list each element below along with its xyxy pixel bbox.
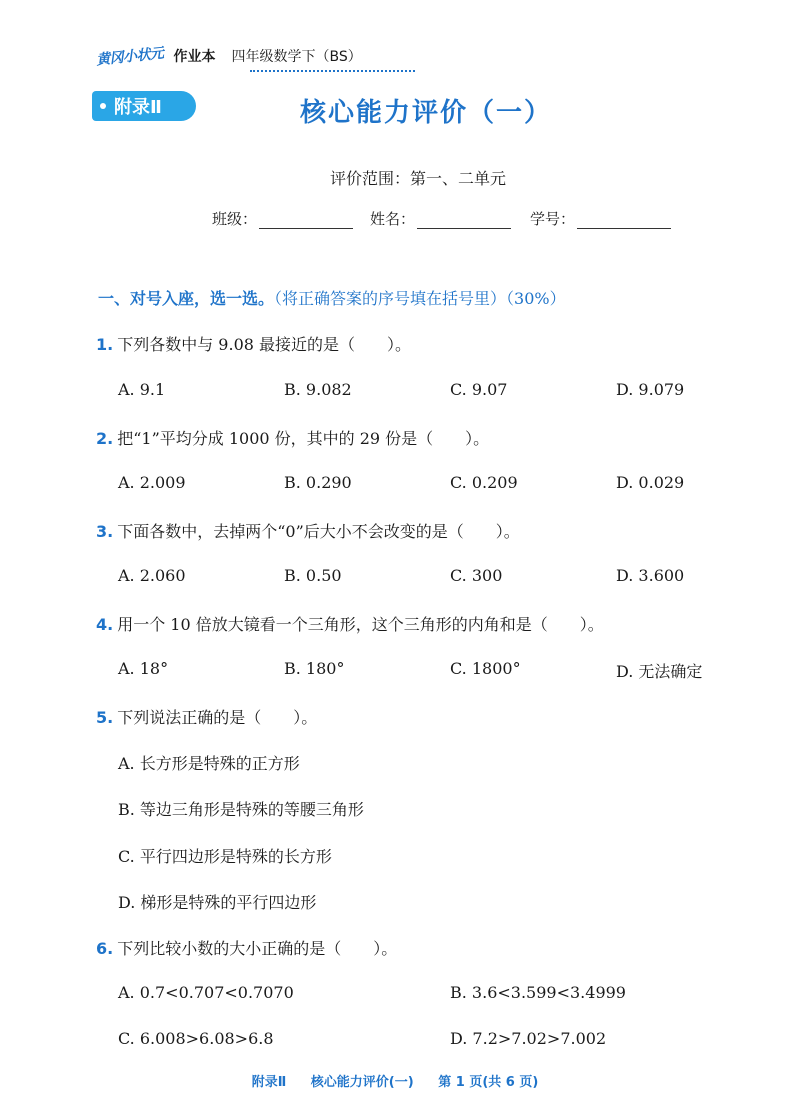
q4-option-a: A. 18° — [118, 659, 169, 678]
question-number: 2. — [96, 429, 114, 448]
q6-option-d: D. 7.2>7.02>7.002 — [450, 1029, 607, 1048]
q6-option-a: A. 0.7<0.707<0.7070 — [118, 983, 294, 1002]
appendix-badge — [92, 91, 196, 121]
appendix-badge-label: 附录Ⅱ — [114, 97, 162, 118]
evaluation-scope: 评价范围：第一、二单元 — [330, 169, 507, 188]
q6-option-b: B. 3.6<3.599<3.4999 — [450, 983, 626, 1002]
footer-appendix: 附录Ⅱ — [251, 1075, 287, 1090]
q1-option-b: B. 9.082 — [284, 380, 352, 399]
student-id-blank[interactable] — [577, 212, 671, 229]
question-6 — [96, 936, 397, 959]
question-number: 6. — [96, 939, 114, 958]
q5-option-c: C. 平行四边形是特殊的长方形 — [118, 847, 332, 866]
question-5 — [96, 705, 317, 728]
q2-option-d: D. 0.029 — [616, 473, 685, 492]
section-title: 一、对号入座，选一选。 — [98, 289, 275, 308]
question-number: 5. — [96, 708, 114, 727]
question-number: 4. — [96, 615, 114, 634]
question-text: 用一个 10 倍放大镜看一个三角形，这个三角形的内角和是（ ）。 — [117, 615, 604, 634]
question-3 — [96, 519, 520, 542]
question-4 — [96, 612, 604, 635]
q3-option-c: C. 300 — [450, 566, 503, 585]
question-1 — [96, 332, 411, 355]
q5-option-a: A. 长方形是特殊的正方形 — [118, 754, 300, 773]
class-label: 班级： — [212, 210, 258, 228]
book-title: 四年级数学下（BS） — [231, 49, 362, 65]
q2-option-a: A. 2.009 — [118, 473, 186, 492]
q4-option-d: D. 无法确定 — [616, 662, 703, 681]
question-number: 1. — [96, 335, 114, 354]
question-number: 3. — [96, 522, 114, 541]
q6-option-c: C. 6.008>6.08>6.8 — [118, 1029, 274, 1048]
header-dotted-underline — [250, 70, 415, 72]
name-blank[interactable] — [417, 212, 511, 229]
student-id-field[interactable] — [530, 208, 671, 229]
name-label: 姓名： — [370, 210, 416, 228]
footer-title: 核心能力评价(一) — [310, 1075, 414, 1090]
question-text: 下列各数中与 9.08 最接近的是（ ）。 — [117, 335, 412, 354]
q4-option-b: B. 180° — [284, 659, 345, 678]
page-title: 核心能力评价（一） — [300, 98, 553, 128]
badge-dot-icon — [100, 103, 106, 109]
q1-option-a: A. 9.1 — [118, 380, 166, 399]
class-blank[interactable] — [259, 212, 353, 229]
page-header — [96, 42, 362, 70]
q3-option-a: A. 2.060 — [118, 566, 186, 585]
question-2 — [96, 426, 489, 449]
question-text: 下面各数中，去掉两个“0”后大小不会改变的是（ ）。 — [117, 522, 520, 541]
section-heading — [98, 286, 566, 309]
student-id-label: 学号： — [530, 210, 576, 228]
q4-option-c: C. 1800° — [450, 659, 521, 678]
q1-option-d: D. 9.079 — [616, 380, 685, 399]
q1-option-c: C. 9.07 — [450, 380, 508, 399]
question-text: 下列说法正确的是（ ）。 — [117, 708, 318, 727]
q5-option-d: D. 梯形是特殊的平行四边形 — [118, 893, 317, 912]
q2-option-b: B. 0.290 — [284, 473, 352, 492]
section-instructions: （将正确答案的序号填在括号里）（30%） — [274, 289, 566, 308]
q5-option-b: B. 等边三角形是特殊的等腰三角形 — [118, 800, 364, 819]
name-field[interactable] — [370, 208, 511, 229]
q3-option-b: B. 0.50 — [284, 566, 342, 585]
footer-page-number: 第 1 页(共 6 页) — [438, 1075, 539, 1090]
brand-logo: 黄冈小状元 — [95, 45, 165, 69]
class-field[interactable] — [212, 208, 353, 229]
page-footer — [0, 1071, 790, 1090]
homework-label: 作业本 — [173, 49, 216, 65]
q2-option-c: C. 0.209 — [450, 473, 518, 492]
question-text: 下列比较小数的大小正确的是（ ）。 — [117, 939, 398, 958]
q3-option-d: D. 3.600 — [616, 566, 685, 585]
question-text: 把“1”平均分成 1000 份，其中的 29 份是（ ）。 — [117, 429, 490, 448]
